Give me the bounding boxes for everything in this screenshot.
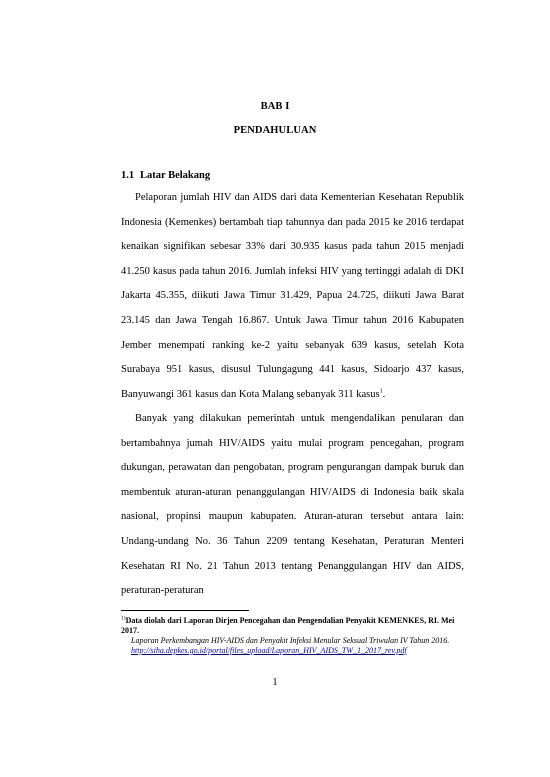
footnote-link[interactable]: http://siha.depkes.go.id/portal/files_upload/Laporan_HIV_AIDS_TW_1_2017_rev.pdf [131, 646, 407, 655]
footnote-source: Data diolah dari Laporan Dirjen Pencegahan dan Pengendalian Penyakit KEMENKES, RI. Mei 2017. [121, 616, 455, 635]
chapter-title: PENDAHULUAN [233, 125, 317, 136]
footnote-divider [121, 610, 249, 611]
paragraph-2 [121, 407, 464, 604]
page-number: 1 [272, 677, 278, 688]
footnote [121, 616, 466, 656]
section-heading [121, 170, 210, 181]
paragraph-2-text: Banyak yang dilakukan pemerintah untuk mengendalikan penularan dan bertambahnya jumah HIV/AIDS yaitu mulai program pencegahan, program dukungan, perawatan dan pengobatan, program pengurangan dampak buruk dan membentuk aturan-aturan penanggulangan HIV/AIDS di Indonesia baik skala nasional, propinsi maupun kabupaten. Aturan-aturan tersebut antara lain: Undang-undang No. 36 Tahun 2209 tentang Kesehatan, Peraturan Menteri Kesehatan RI No. 21 Tahun 2013 tentang Penanggulangan HIV dan AIDS, peraturan-peraturan [121, 413, 464, 597]
footnote-mark: 1) [121, 615, 126, 622]
paragraph-1-end: . [382, 388, 386, 400]
chapter-label: BAB I [260, 101, 290, 112]
footnote-reference: 1 [379, 388, 383, 395]
paragraph-1-text: Pelaporan jumlah HIV dan AIDS dari data Kementerian Kesehatan Republik Indonesia (Kemenkes) bertambah tiap tahunnya dan pada 2015 ke 2016 terdapat kenaikan signifikan sebesar 33% dari 30.935 kasus pada tahun 2015 menjadi 41.250 kasus pada tahun 2016. Jumlah infeksi HIV yang tertinggi adalah di DKI Jakarta 45.355, diikuti Jawa Timur 31.429, Papua 24.725, diikuti Jawa Barat 23.145 dan Jawa Tengah 16.867. Untuk Jawa Timur tahun 2016 Kabupaten Jember menempati ranking ke-2 yaitu sebanyak 639 kasus, setelah Kota Surabaya 951 kasus, disusul Tulungagung 441 kasus, Sidoarjo 437 kasus, Banyuwangi 361 kasus dan Kota Malang sebanyak 311 kasus [121, 192, 464, 400]
footnote-report-title: Laporan Perkembangan HIV-AIDS dan Penyakit Infeksi Menular Seksual Triwulan IV Tahun 2016. [131, 636, 450, 645]
section-title: Latar Belakang [140, 170, 211, 181]
paragraph-1 [121, 186, 464, 407]
section-number: 1.1 [121, 170, 135, 181]
